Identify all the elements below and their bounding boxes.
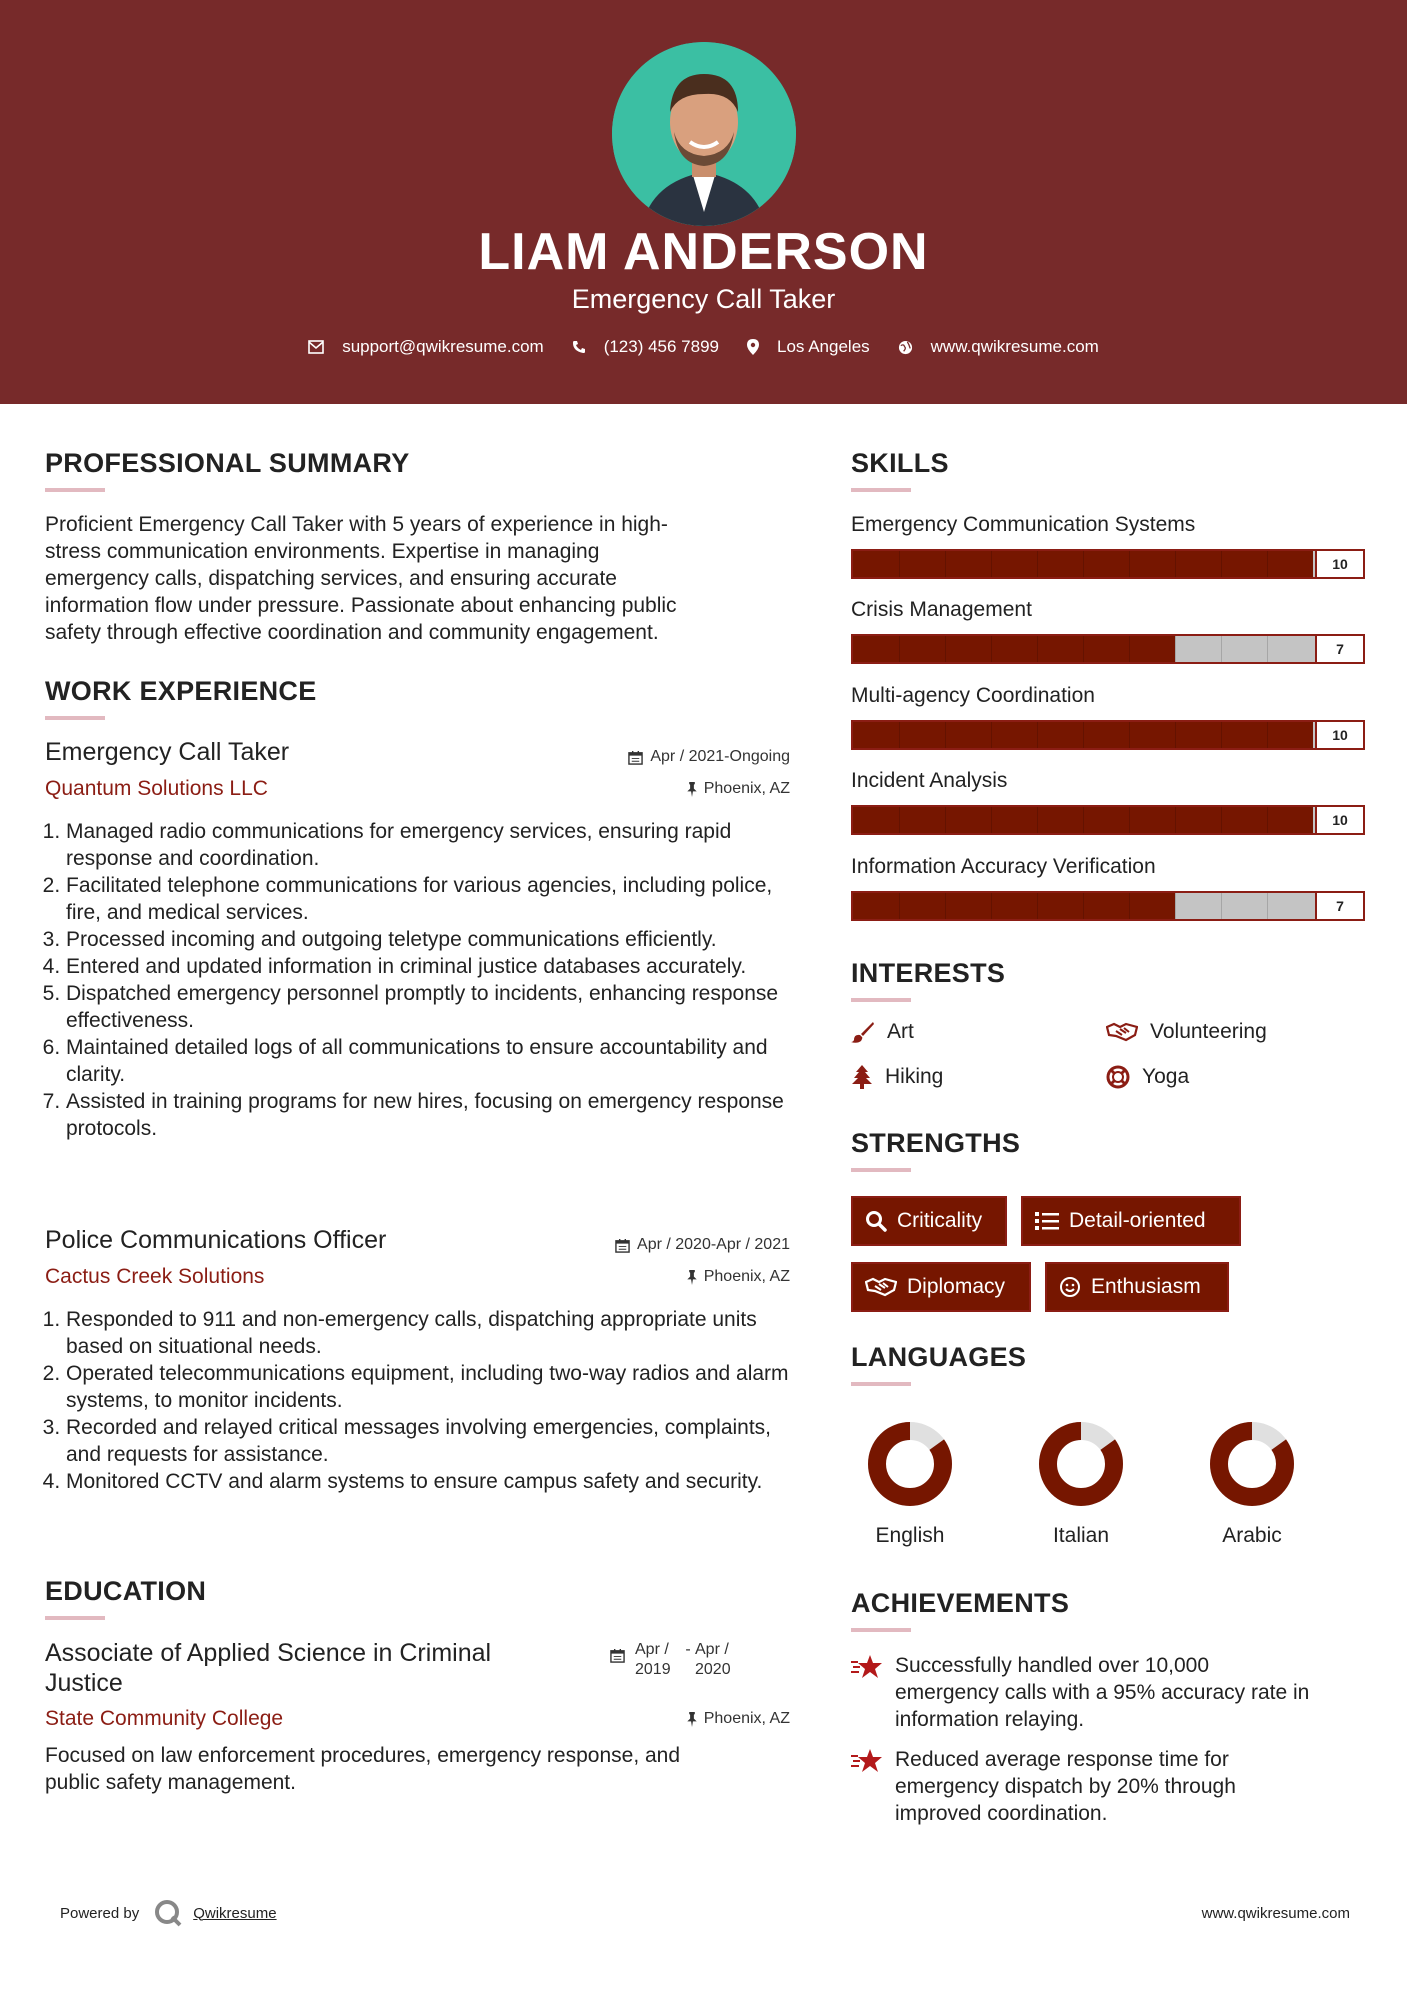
skill-bar-segment	[899, 722, 900, 748]
skill-name: Information Accuracy Verification	[851, 855, 1156, 878]
interest-label: Volunteering	[1150, 1020, 1267, 1043]
job-date	[540, 1236, 790, 1254]
skill-bar-segment	[1221, 893, 1222, 919]
degree-title	[45, 1638, 605, 1698]
skill-bar-segment	[1083, 893, 1084, 919]
education-line: Focused on law enforcement procedures, emergency response, and	[45, 1744, 681, 1767]
paint-brush-icon	[851, 1021, 875, 1043]
skill-bar-segment	[991, 636, 992, 662]
phone-text: (123) 456 7899	[603, 337, 720, 356]
education-location-text: Phoenix, AZ	[703, 1710, 790, 1727]
achievement-line: Reduced average response time for	[895, 1748, 1229, 1771]
skill-bar-segment	[1175, 636, 1176, 662]
language-name: Arabic	[1222, 1524, 1282, 1547]
strength-label: Detail-oriented	[1069, 1209, 1206, 1232]
language-donut-chart	[1021, 1416, 1141, 1516]
education-end: Apr / 2020	[695, 1641, 731, 1678]
languages-heading: LANGUAGES	[851, 1342, 1027, 1372]
skill-bar	[851, 720, 1365, 750]
qwikresume-logo-icon	[153, 1898, 183, 1928]
strength-tag	[851, 1262, 1031, 1312]
skill-bar-segment	[1129, 807, 1130, 833]
skill-bar-segment	[1083, 722, 1084, 748]
contact-phone[interactable]	[572, 337, 719, 357]
skill-name: Emergency Communication Systems	[851, 513, 1196, 536]
interest-label: Art	[887, 1020, 914, 1043]
achievement-line: emergency dispatch by 20% through	[895, 1775, 1236, 1798]
job-date-text: Apr / 2021-Ongoing	[650, 748, 790, 765]
skill-bar-segment	[899, 893, 900, 919]
experience-heading: WORK EXPERIENCE	[45, 676, 317, 706]
list-icon	[1035, 1211, 1059, 1231]
job-location-text: Phoenix, AZ	[703, 1268, 790, 1285]
contact-bar	[0, 337, 1407, 357]
candidate-name: LIAM ANDERSON	[478, 223, 929, 281]
skill-bar-segment	[1037, 807, 1038, 833]
brand-link[interactable]: Qwikresume	[193, 1904, 277, 1922]
job-location	[540, 780, 790, 798]
language-donut	[850, 1416, 970, 1521]
language-donut-chart	[1192, 1416, 1312, 1516]
education-heading: EDUCATION	[45, 1576, 207, 1606]
duty-item: 3. Recorded and relayed critical messages involving emergencies, complaints, and requests for assistance.	[66, 1414, 790, 1468]
skill-bar-segment	[1175, 722, 1176, 748]
language-donut-chart	[850, 1416, 970, 1516]
education-line: public safety management.	[45, 1771, 296, 1794]
handshake-icon	[865, 1277, 897, 1297]
experience-rule	[45, 716, 105, 720]
skill-name: Incident Analysis	[851, 769, 1008, 792]
skill-bar-segment	[1175, 893, 1176, 919]
language-name: Italian	[1052, 1524, 1110, 1547]
handshake-icon	[1106, 1021, 1138, 1043]
skill-bar-segment	[1037, 722, 1038, 748]
duty-item: 4. Monitored CCTV and alarm systems to ensure campus safety and security.	[66, 1468, 790, 1495]
skill-bar-segment	[1267, 893, 1268, 919]
interests-heading: INTERESTS	[851, 958, 1006, 988]
education-location	[540, 1710, 790, 1728]
skill-bar-segment	[945, 807, 946, 833]
strength-tag	[851, 1196, 1007, 1246]
skill-bar-segment	[991, 807, 992, 833]
duties-list	[38, 818, 790, 1142]
skill-bar-segment	[1083, 807, 1084, 833]
job-location-text: Phoenix, AZ	[703, 780, 790, 797]
calendar-icon	[628, 750, 643, 765]
skill-bar-segment	[1129, 893, 1130, 919]
skill-value: 10	[1315, 551, 1363, 577]
calendar-icon	[615, 1238, 630, 1253]
powered-by-text: Powered by	[60, 1904, 140, 1922]
achievements-heading: ACHIEVEMENTS	[851, 1588, 1070, 1618]
achievements-rule	[851, 1628, 911, 1632]
skill-bar-segment	[991, 722, 992, 748]
map-marker-icon	[747, 339, 759, 355]
contact-location	[747, 337, 870, 357]
skill-bar-segment	[991, 893, 992, 919]
duty-item: 2. Facilitated telephone communications for various agencies, including police, fire, and medical services.	[66, 872, 790, 926]
skill-bar-segment	[1037, 893, 1038, 919]
job-location	[540, 1268, 790, 1286]
skill-bar-segment	[1175, 551, 1176, 577]
skill-bar-segment	[1175, 807, 1176, 833]
achievement-line: Successfully handled over 10,000	[895, 1654, 1210, 1677]
contact-email[interactable]	[308, 337, 544, 357]
duty-item: 3. Processed incoming and outgoing teletype communications efficiently.	[66, 926, 790, 953]
achievement-line: improved coordination.	[895, 1802, 1108, 1825]
job-date-text: Apr / 2020-Apr / 2021	[637, 1236, 790, 1253]
smile-icon	[1059, 1276, 1081, 1298]
interests-rule	[851, 998, 911, 1002]
education-rule	[45, 1616, 105, 1620]
skill-name: Crisis Management	[851, 598, 1032, 621]
skill-bar-segment	[1129, 722, 1130, 748]
strength-tag	[1045, 1262, 1229, 1312]
education-dates	[610, 1640, 741, 1680]
strength-label: Criticality	[897, 1209, 983, 1232]
profile-photo	[612, 42, 796, 226]
interest-item	[1106, 1065, 1189, 1089]
pin-icon	[687, 1270, 697, 1285]
skill-bar-segment	[1129, 551, 1130, 577]
footer-website[interactable]: www.qwikresume.com	[1201, 1905, 1350, 1922]
achievement-line: emergency calls with a 95% accuracy rate in	[895, 1681, 1310, 1704]
skill-value: 10	[1315, 807, 1363, 833]
phone-icon	[572, 340, 586, 354]
skill-bar	[851, 549, 1365, 579]
envelope-icon	[308, 340, 324, 354]
company-name: Quantum Solutions LLC	[45, 777, 268, 800]
skill-bar-segment	[1083, 551, 1084, 577]
skill-bar-fill	[853, 636, 1175, 662]
skill-bar-segment	[1083, 636, 1084, 662]
skill-name: Multi-agency Coordination	[851, 684, 1095, 707]
email-text: support@qwikresume.com	[342, 337, 544, 356]
skill-bar	[851, 634, 1365, 664]
job-title: Emergency Call Taker	[45, 738, 290, 766]
globe-icon	[898, 340, 913, 355]
degree-line: Justice	[45, 1669, 123, 1697]
languages-rule	[851, 1382, 911, 1386]
location-text: Los Angeles	[777, 337, 870, 356]
skill-bar-segment	[1037, 551, 1038, 577]
duty-item: 7. Assisted in training programs for new hires, focusing on emergency response protocols.	[66, 1088, 790, 1142]
job-title: Police Communications Officer	[45, 1226, 387, 1254]
skill-bar-segment	[1221, 636, 1222, 662]
strength-label: Diplomacy	[907, 1275, 1006, 1298]
summary-line: emergency calls, dispatching services, and ensuring accurate	[45, 567, 617, 590]
school-name: State Community College	[45, 1707, 284, 1730]
duties-list	[38, 1306, 790, 1495]
duty-item: 6. Maintained detailed logs of all communications to ensure accountability and clarity.	[66, 1034, 790, 1088]
degree-line: Associate of Applied Science in Criminal	[45, 1639, 492, 1667]
summary-line: safety through effective coordination and community engagement.	[45, 621, 659, 644]
duty-item: 4. Entered and updated information in criminal justice databases accurately.	[66, 953, 790, 980]
skill-bar-segment	[945, 893, 946, 919]
skill-bar-segment	[899, 636, 900, 662]
education-description	[45, 1742, 805, 1796]
website-text: www.qwikresume.com	[930, 337, 1099, 356]
skill-value: 7	[1315, 636, 1363, 662]
skill-bar-segment	[1221, 551, 1222, 577]
strength-label: Enthusiasm	[1091, 1275, 1201, 1298]
contact-website[interactable]	[898, 337, 1099, 357]
interest-label: Hiking	[885, 1065, 944, 1088]
life-ring-icon	[1106, 1065, 1130, 1089]
language-donut	[1192, 1416, 1312, 1521]
achievement-item	[851, 1652, 1371, 1733]
skill-value: 10	[1315, 722, 1363, 748]
skill-bar-segment	[1221, 722, 1222, 748]
summary-text	[45, 511, 805, 646]
strengths-heading: STRENGTHS	[851, 1128, 1021, 1158]
summary-heading: PROFESSIONAL SUMMARY	[45, 448, 410, 478]
search-icon	[865, 1210, 887, 1232]
skill-bar-segment	[1267, 636, 1268, 662]
skill-bar-segment	[899, 807, 900, 833]
summary-line: Proficient Emergency Call Taker with 5 years of experience in high-	[45, 513, 668, 536]
tree-icon	[851, 1065, 873, 1089]
skill-bar-segment	[1221, 807, 1222, 833]
duty-item: 1. Responded to 911 and non-emergency calls, dispatching appropriate units based on situational needs.	[66, 1306, 790, 1360]
star-award-icon	[851, 1654, 883, 1680]
duty-item: 1. Managed radio communications for emergency services, ensuring rapid response and coordination.	[66, 818, 790, 872]
skill-bar-segment	[991, 551, 992, 577]
skill-bar-segment	[899, 551, 900, 577]
job-date	[540, 748, 790, 766]
skills-rule	[851, 488, 911, 492]
candidate-title: Emergency Call Taker	[571, 284, 836, 314]
footer-powered-by	[60, 1898, 277, 1928]
skill-bar	[851, 891, 1365, 921]
achievement-text	[895, 1746, 1236, 1827]
pin-icon	[687, 1712, 697, 1727]
strength-tag	[1021, 1196, 1241, 1246]
achievement-item	[851, 1746, 1371, 1827]
skill-bar-segment	[945, 551, 946, 577]
interest-item	[851, 1020, 914, 1044]
skill-bar-segment	[1129, 636, 1130, 662]
achievement-line: information relaying.	[895, 1708, 1085, 1731]
skill-bar-segment	[945, 636, 946, 662]
achievement-text	[895, 1652, 1309, 1733]
interest-item	[1106, 1020, 1267, 1044]
strengths-rule	[851, 1168, 911, 1172]
company-name: Cactus Creek Solutions	[45, 1265, 265, 1288]
duty-item: 2. Operated telecommunications equipment, including two-way radios and alarm systems, to monitor incidents.	[66, 1360, 790, 1414]
skill-bar-segment	[1267, 722, 1268, 748]
interest-item	[851, 1065, 943, 1089]
language-name: English	[875, 1524, 945, 1547]
language-donut	[1021, 1416, 1141, 1521]
pin-icon	[687, 782, 697, 797]
education-start: Apr / 2019	[635, 1641, 671, 1678]
skill-bar	[851, 805, 1365, 835]
resume-header	[0, 0, 1407, 404]
interest-label: Yoga	[1142, 1065, 1190, 1088]
summary-line: information flow under pressure. Passionate about enhancing public	[45, 594, 677, 617]
summary-rule	[45, 488, 105, 492]
duty-item: 5. Dispatched emergency personnel promptly to incidents, enhancing response effectiveness.	[66, 980, 790, 1034]
skill-bar-segment	[1267, 551, 1268, 577]
skill-bar-segment	[945, 722, 946, 748]
skill-bar-segment	[1037, 636, 1038, 662]
summary-line: stress communication environments. Expertise in managing	[45, 540, 600, 563]
skill-value: 7	[1315, 893, 1363, 919]
skill-bar-segment	[1267, 807, 1268, 833]
star-award-icon	[851, 1748, 883, 1774]
avatar	[612, 42, 796, 226]
date-separator: -	[685, 1641, 691, 1658]
skill-bar-fill	[853, 893, 1175, 919]
calendar-icon	[610, 1648, 625, 1663]
skills-heading: SKILLS	[851, 448, 949, 478]
